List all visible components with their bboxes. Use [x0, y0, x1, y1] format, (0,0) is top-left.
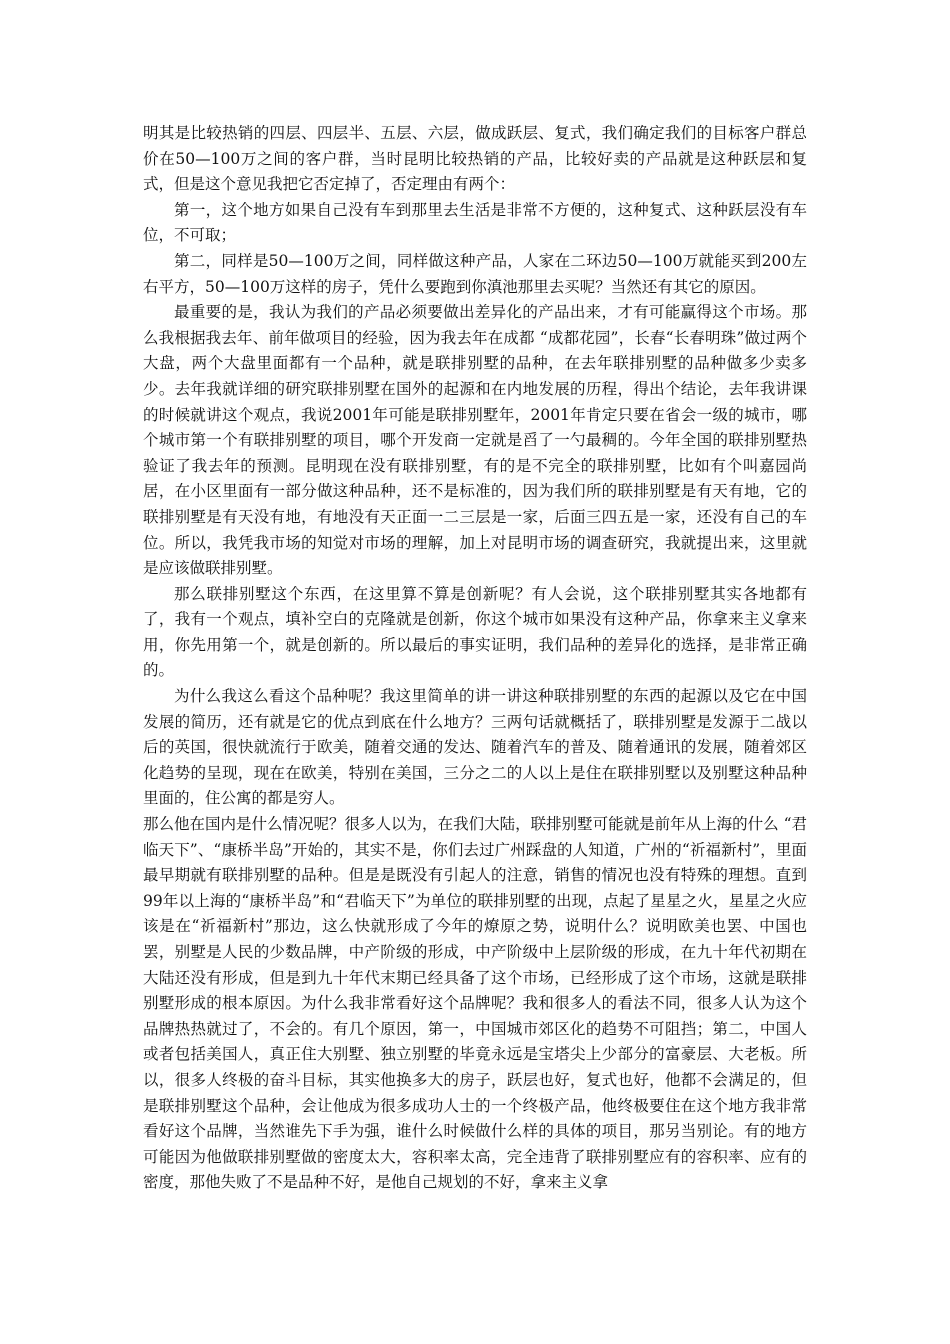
document-page	[143, 121, 807, 1196]
paragraph-6: 为什么我这么看这个品种呢？我这里简单的讲一讲这种联排别墅的东西的起源以及它在中国发展的简历，还有就是它的优点到底在什么地方？三两句话就概括了，联排别墅是发源于二战以后的英国，很快就流行于欧美，随着交通的发达、随着汽车的普及、随着通讯的发展，随着郊区化趋势的呈现，现在在欧美，特别在美国，三分之二的人以上是住在联排别墅以及别墅这种品种里面的，住公寓的都是穷人。	[143, 687, 807, 808]
paragraph-1: 明其是比较热销的四层、四层半、五层、六层，做成跃层、复式，我们确定我们的目标客户群总价在50—100万之间的客户群，当时昆明比较热销的产品，比较好卖的产品就是这种跃层和复式，但是这个意见我把它否定掉了，否定理由有两个：	[143, 124, 807, 194]
paragraph-5: 那么联排别墅这个东西，在这里算不算是创新呢？有人会说，这个联排别墅其实各地都有了，我有一个观点，填补空白的克隆就是创新，你这个城市如果没有这种产品，你拿来主义拿来用，你先用第一个，就是创新的。所以最后的事实证明，我们品种的差异化的选择，是非常正确的。	[143, 584, 807, 680]
paragraph-7: 那么他在国内是什么情况呢？很多人以为，在我们大陆，联排别墅可能就是前年从上海的什么 “君临天下”、“康桥半岛”开始的，其实不是，你们去过广州踩盘的人知道，广州的“祈福新村”，里面最早期就有联排别墅的品种。但是是既没有引起人的注意，销售的情况也没有特殊的理想。直到99年以上海的“康桥半岛”和“君临天下”为单位的联排别墅的出现，点起了星星之火，星星之火应该是在“祈福新村”那边，这么快就形成了今年的燎原之势，说明什么？说明欧美也罢、中国也罢，别墅是人民的少数品牌，中产阶级的形成，中产阶级中上层阶级的形成，在九十年代初期在大陆还没有形成，但是到九十年代末期已经具备了这个市场，已经形成了这个市场，这就是联排别墅形成的根本原因。为什么我非常看好这个品牌呢？我和很多人的看法不同，很多人认为这个品牌热热就过了，不会的。有几个原因，第一，中国城市郊区化的趋势不可阻挡；第二，中国人或者包括美国人，真正住大别墅、独立别墅的毕竟永远是宝塔尖上少部分的富豪层、大老板。所以，很多人终极的奋斗目标，其实他换多大的房子，跃层也好，复式也好，他都不会满足的，但是联排别墅这个品种，会让他成为很多成功人士的一个终极产品，他终极要住在这个地方我非常看好这个品牌，当然谁先下手为强，谁什么时候做什么样的具体的项目，那另当别论。有的地方可能因为他做联排别墅做的密度太大，容积率太高，完全违背了联排别墅应有的容积率、应有的密度，那他失败了不是品种不好，是他自己规划的不好，拿来主义拿	[143, 815, 807, 1192]
paragraph-4: 最重要的是，我认为我们的产品必须要做出差异化的产品出来，才有可能赢得这个市场。那么我根据我去年、前年做项目的经验，因为我去年在成都 “成都花园”，长春“长春明珠”做过两个大盘，两个大盘里面都有一个品种，就是联排别墅的品种，在去年联排别墅的品种做多少卖多少。去年我就详细的研究联排别墅在国外的起源和在内地发展的历程，得出个结论，去年我讲课的时候就讲这个观点，我说2001年可能是联排别墅年，2001年肯定只要在省会一级的城市，哪个城市第一个有联排别墅的项目，哪个开发商一定就是舀了一勺最稠的。今年全国的联排别墅热验证了我去年的预测。昆明现在没有联排别墅，有的是不完全的联排别墅，比如有个叫嘉园尚居，在小区里面有一部分做这种品种，还不是标准的，因为我们所的联排别墅是有天有地，它的联排别墅是有天没有地，有地没有天正面一二三层是一家，后面三四五是一家，还没有自己的车位。所以，我凭我市场的知觉对市场的理解，加上对昆明市场的调查研究，我就提出来，这里就是应该做联排别墅。	[143, 303, 807, 578]
paragraph-3: 第二，同样是50—100万之间，同样做这种产品，人家在二环边50—100万就能买到200左右平方，50—100万这样的房子，凭什么要跑到你滇池那里去买呢？当然还有其它的原因。	[143, 251, 807, 296]
paragraph-2: 第一，这个地方如果自己没有车到那里去生活是非常不方便的，这种复式、这种跃层没有车位，不可取；	[143, 200, 807, 245]
